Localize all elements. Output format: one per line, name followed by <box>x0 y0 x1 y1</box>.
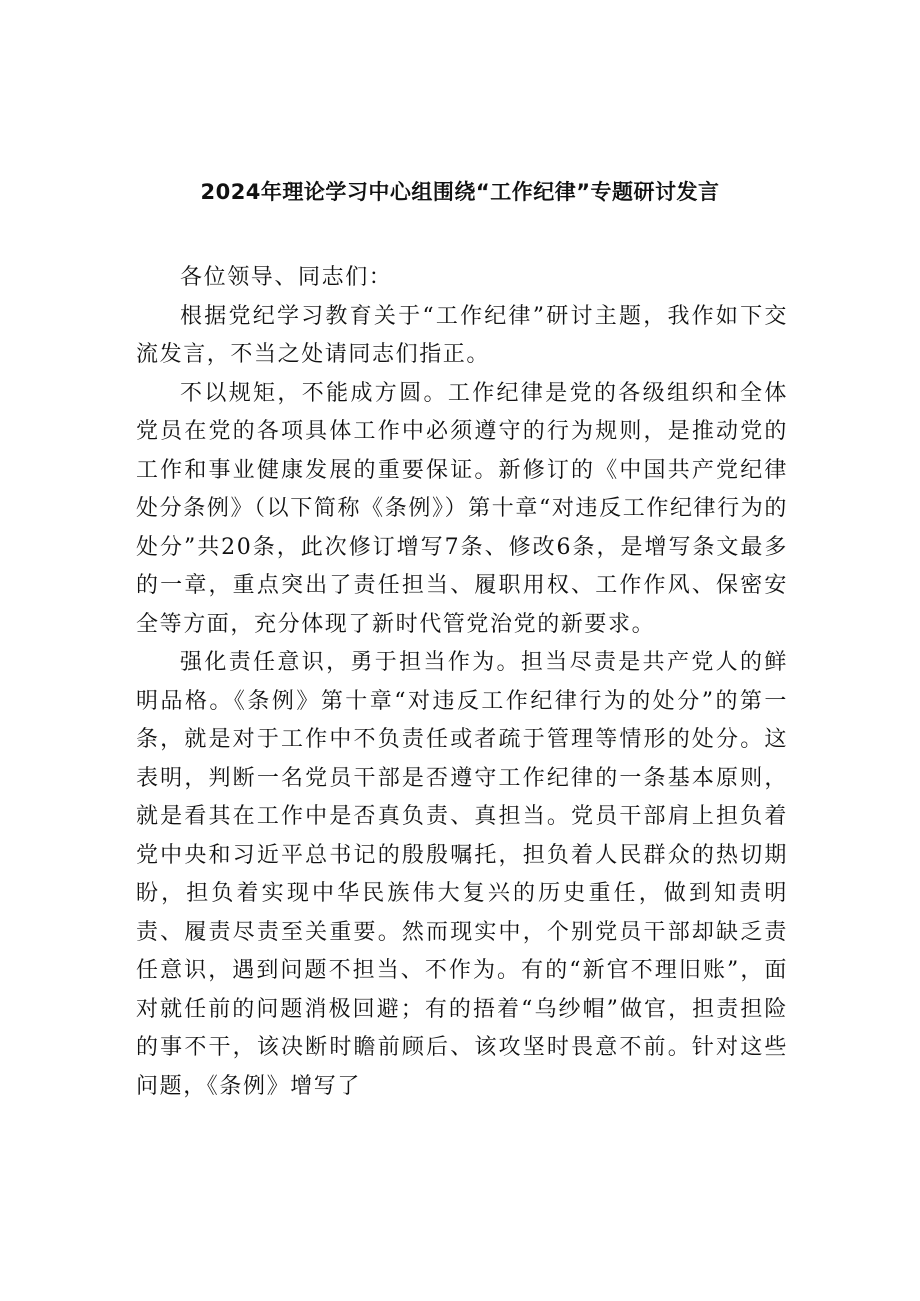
body-paragraph: 强化责任意识，勇于担当作为。担当尽责是共产党人的鲜明品格。《条例》第十章“对违反工作纪律行为的处分”的第一条，就是对于工作中不负责任或者疏于管理等情形的处分。这表明，判断一名党员干部是否遵守工作纪律的一条基本原则，就是看其在工作中是否真负责、真担当。党员干部肩上担负着党中央和习近平总书记的殷殷嘱托，担负着人民群众的热切期盼，担负着实现中华民族伟大复兴的历史重任，做到知责明责、履责尽责至关重要。然而现实中，个别党员干部却缺乏责任意识，遇到问题不担当、不作为。有的“新官不理旧账”，面对就任前的问题消极回避；有的捂着“乌纱帽”做官，担责担险的事不干，该决断时瞻前顾后、该攻坚时畏意不前。针对这些问题，《条例》增写了 <box>136 650 788 1099</box>
document-title: 2024年理论学习中心组围绕“工作纪律”专题研讨发言 <box>200 180 720 204</box>
intro-paragraph: 根据党纪学习教育关于“工作纪律”研讨主题，我作如下交流发言，不当之处请同志们指正。 <box>136 303 788 367</box>
salutation-paragraph: 各位领导、同志们： <box>180 265 393 290</box>
body-paragraph: 不以规矩，不能成方圆。工作纪律是党的各级组织和全体党员在党的各项具体工作中必须遵守的行为规则，是推动党的工作和事业健康发展的重要保证。新修订的《中国共产党纪律处分条例》（以下简称《条例》）第十章“对违反工作纪律行为的处分”共20条，此次修订增写7条、修改6条，是增写条文最多的一章，重点突出了责任担当、履职用权、工作作风、保密安全等方面，充分体现了新时代管党治党的新要求。 <box>136 380 788 637</box>
document-body <box>136 259 788 1106</box>
